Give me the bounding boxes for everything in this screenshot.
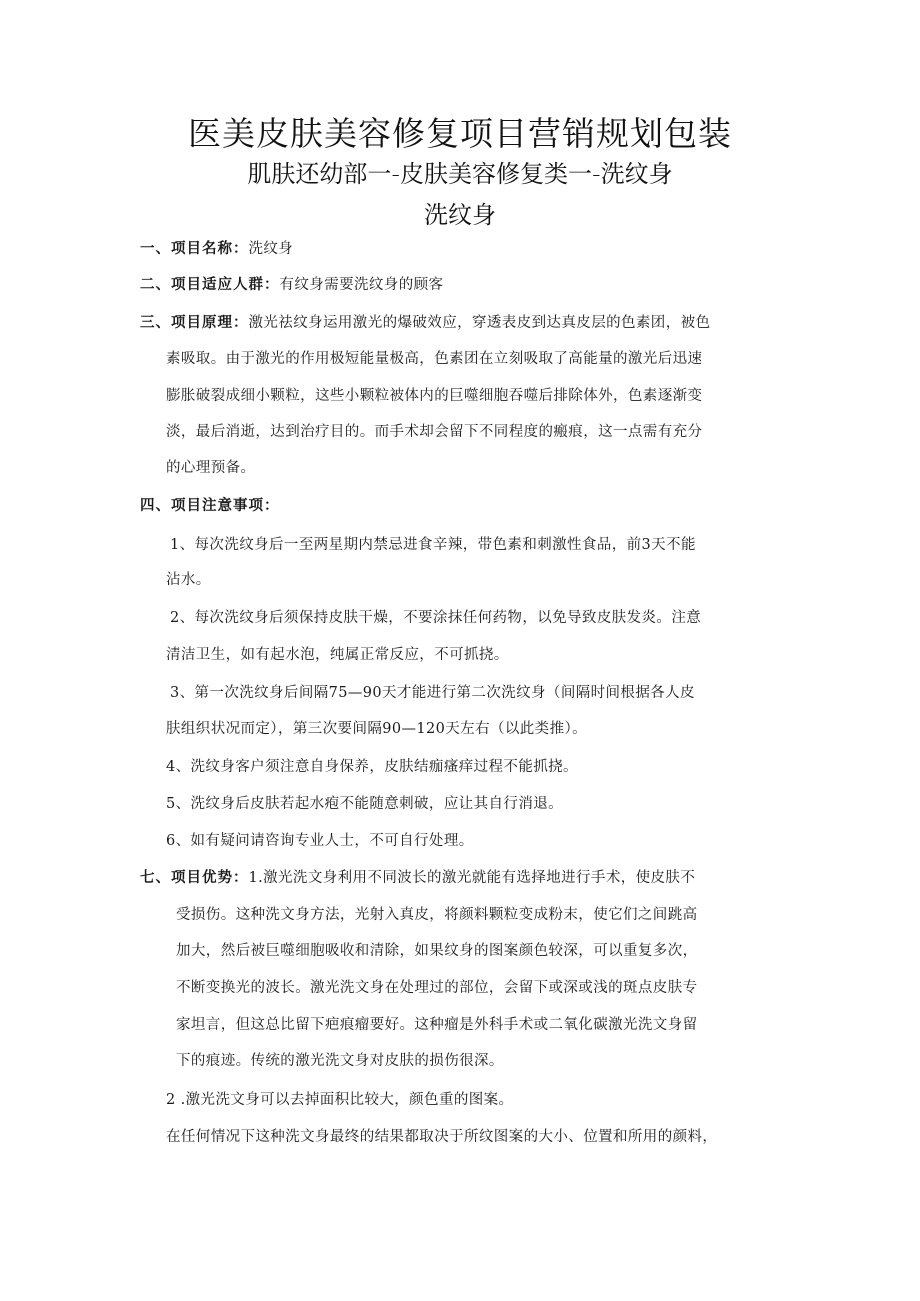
paragraph-line: 在任何情况下这种洗文身最终的结果都取决于所纹图案的大小、位置和所用的颜料，	[166, 1129, 718, 1145]
paragraph-line: 不断变换光的波长。激光洗文身在处理过的部位，会留下或深或浅的斑点皮肤专	[176, 980, 698, 996]
section-advantages	[140, 868, 695, 888]
section-audience-text: 有纹身需要洗纹身的顾客	[279, 277, 444, 293]
paragraph-line: 2 .激光洗文身可以去掉面积比较大，颜色重的图案。	[166, 1092, 514, 1108]
paragraph-line: 素吸取。由于激光的作用极短能量极高，色素团在立刻吸取了高能量的激光后迅速	[166, 351, 703, 367]
paragraph-line: 膨胀破裂成细小颗粒，这些小颗粒被体内的巨噬细胞吞噬后排除体外，色素逐渐变	[166, 388, 703, 404]
section-principle-label: 三、项目原理：	[140, 314, 249, 331]
document-heading: 洗纹身	[424, 201, 496, 229]
document-subtitle: 肌肤还幼部一-皮肤美容修复类一-洗纹身	[247, 160, 673, 188]
list-item: 1、每次洗纹身后一至两星期内禁忌进食辛辣，带色素和刺激性食品，前3天不能	[170, 537, 696, 553]
paragraph-line: 1.激光洗文身利用不同波长的激光就能有选择地进行手术，使皮肤不	[248, 870, 696, 886]
paragraph-line: 的心理预备。	[166, 460, 256, 476]
list-item: 肤组织状况而定），第三次要间隔90—120天左右（以此类推）。	[166, 721, 588, 737]
list-item: 清洁卫生，如有起水泡，纯属正常反应，不可抓挠。	[166, 647, 509, 663]
section-name-text: 洗纹身	[248, 241, 294, 257]
paragraph-line: 下的痕迹。传统的激光洗文身对皮肤的损伤很深。	[176, 1053, 504, 1069]
list-item: 2、每次洗纹身后须保持皮肤干燥，不要涂抹任何药物，以免导致皮肤发炎。注意	[170, 610, 702, 626]
paragraph-line: 加大，然后被巨噬细胞吸收和清除，如果纹身的图案颜色较深，可以重复多次，	[176, 943, 698, 959]
section-audience	[140, 275, 443, 295]
section-name	[140, 239, 293, 259]
list-item: 5、洗纹身后皮肤若起水疱不能随意刺破，应让其自行消退。	[166, 796, 564, 812]
list-item: 6、如有疑问请咨询专业人士，不可自行处理。	[166, 833, 474, 849]
document-title: 医美皮肤美容修复项目营销规划包装	[188, 114, 732, 153]
section-audience-label: 二、项目适应人群：	[140, 276, 280, 293]
list-item: 3、第一次洗纹身后间隔75—90天才能进行第二次洗纹身（间隔时间根据各人皮	[170, 685, 695, 701]
paragraph-line: 激光祛纹身运用激光的爆破效应，穿透表皮到达真皮层的色素团，被色	[248, 315, 711, 331]
section-principle	[140, 313, 710, 333]
paragraph-line: 淡，最后消逝，达到治疗目的。而手术却会留下不同程度的瘢痕，这一点需有充分	[166, 424, 703, 440]
paragraph-line: 受损伤。这种洗文身方法，光射入真皮，将颜料颗粒变成粉末，使它们之间跳高	[176, 907, 698, 923]
list-item: 沾水。	[166, 572, 211, 588]
section-advantages-label: 七、项目优势：	[140, 869, 249, 886]
paragraph-line: 家坦言，但这总比留下疤痕瘤要好。这种瘤是外科手术或二氧化碳激光洗文身留	[176, 1017, 698, 1033]
section-notes-label: 四、项目注意事项：	[140, 497, 280, 514]
list-item: 4、洗纹身客户须注意自身保养，皮肤结痂瘙痒过程不能抓挠。	[166, 759, 578, 775]
section-name-label: 一、项目名称：	[140, 240, 249, 257]
